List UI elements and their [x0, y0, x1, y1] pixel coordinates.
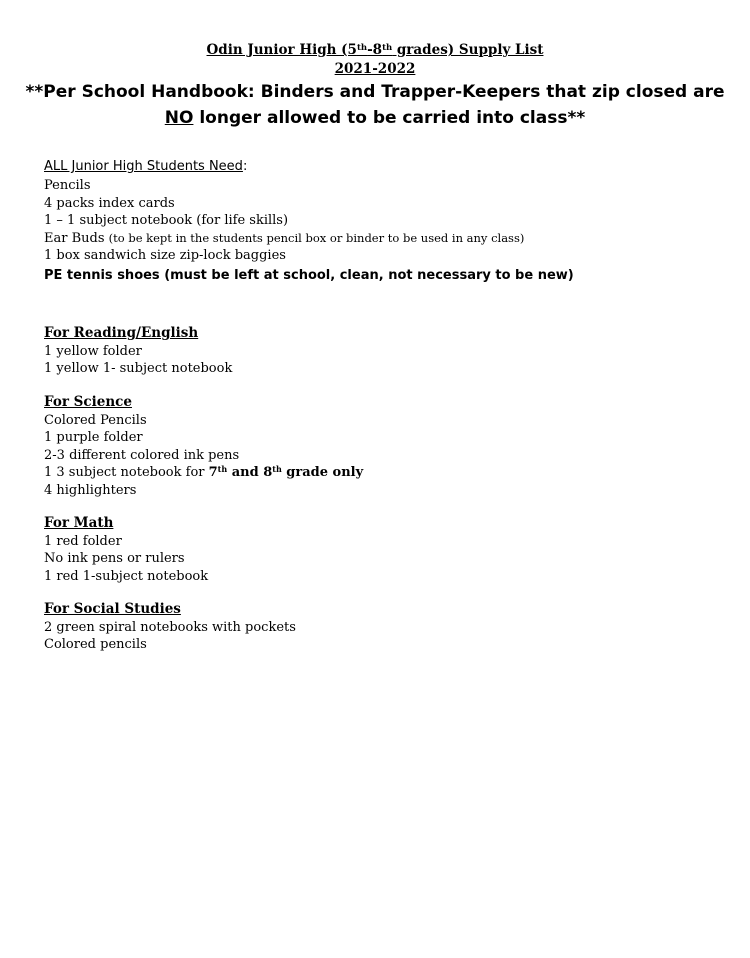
all-students-heading	[44, 157, 724, 177]
list-item: 1 purple folder	[44, 430, 143, 445]
handbook-notice-line-2	[0, 105, 750, 131]
reading-english-heading: For Reading/English	[44, 325, 199, 341]
list-item: 4 packs index cards	[44, 195, 175, 211]
social-studies-heading: For Social Studies	[44, 601, 181, 617]
notebook-prefix: 1 3 subject notebook for	[44, 465, 209, 480]
earbuds-note: (to be kept in the students pencil box or binder to be used in any class)	[108, 230, 525, 245]
list-item: Colored Pencils	[44, 412, 147, 428]
all-students-heading-colon: :	[242, 159, 248, 174]
social-studies-section	[44, 601, 724, 654]
list-item: 1 box sandwich size zip-lock baggies	[44, 248, 286, 263]
list-item: Colored pencils	[44, 637, 147, 652]
document-title	[0, 41, 750, 59]
math-heading: For Math	[44, 515, 114, 531]
school-year: 2021-2022	[334, 61, 416, 77]
list-item: 1 red 1-subject notebook	[44, 568, 209, 584]
science-section	[44, 394, 724, 499]
title-part-3: grades) Supply List	[392, 42, 544, 58]
earbuds-label: Ear Buds	[44, 230, 109, 246]
list-item: 1 – 1 subject notebook (for life skills)	[44, 213, 289, 228]
grade-only-suffix: grade only	[281, 465, 364, 480]
science-notebook-item	[44, 464, 724, 482]
science-heading: For Science	[44, 394, 132, 410]
handbook-notice-line-1: **Per School Handbook: Binders and Trapper-Keepers that zip closed are	[25, 82, 725, 102]
list-item: 1 yellow 1- subject notebook	[44, 361, 233, 376]
list-item: 2 green spiral notebooks with pockets	[44, 619, 296, 635]
title-part-2: -8	[367, 42, 383, 58]
list-item: No ink pens or rulers	[44, 551, 185, 566]
earbuds-item	[44, 230, 724, 248]
list-item: 2-3 different colored ink pens	[44, 447, 240, 463]
grade-7: 7	[208, 465, 218, 480]
title-superscript-2: th	[382, 43, 393, 53]
list-item: 4 highlighters	[44, 482, 137, 498]
all-students-section	[44, 157, 724, 287]
grade-8: and 8	[227, 465, 273, 480]
list-item: 1 red folder	[44, 533, 122, 549]
list-item: 1 yellow folder	[44, 343, 142, 359]
pe-shoes-item: PE tennis shoes (must be left at school, clean, not necessary to be new)	[44, 267, 574, 283]
grade-7-superscript: th	[217, 464, 228, 474]
reading-english-section	[44, 325, 724, 378]
notice-no-emphasis: NO	[164, 108, 194, 128]
title-superscript-1: th	[356, 43, 368, 53]
notice-line-2-rest: longer allowed to be carried into class**	[193, 108, 586, 128]
math-section	[44, 515, 724, 585]
list-item: Pencils	[44, 178, 91, 193]
grade-8-superscript: th	[272, 464, 282, 474]
all-students-heading-text: ALL Junior High Students Need	[44, 159, 243, 174]
title-part-1: Odin Junior High (5	[206, 42, 357, 58]
